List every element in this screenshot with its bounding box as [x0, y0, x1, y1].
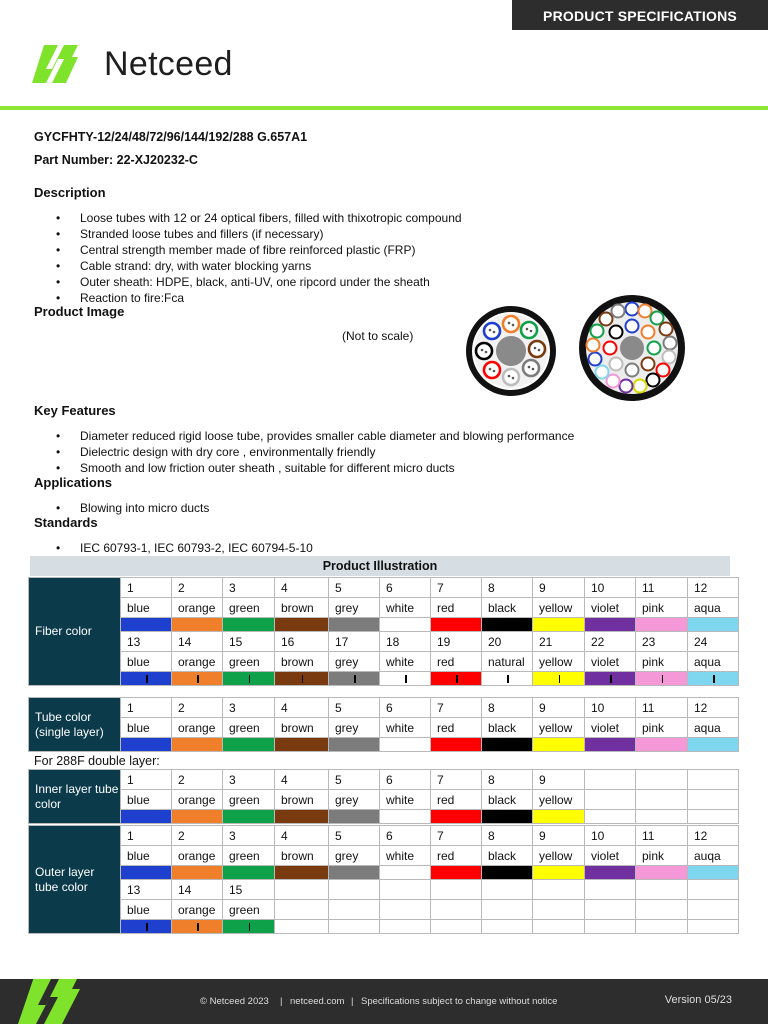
color-number [329, 880, 380, 900]
color-number: 2 [172, 826, 223, 846]
color-number: 12 [688, 826, 739, 846]
color-swatch [380, 618, 431, 632]
color-name: red [431, 598, 482, 618]
color-swatch [172, 810, 223, 824]
color-name: green [223, 718, 275, 738]
not-to-scale-note: (Not to scale) [342, 329, 414, 343]
color-name [636, 900, 688, 920]
color-swatch [223, 618, 275, 632]
color-name: red [431, 652, 482, 672]
color-name: violet [585, 718, 636, 738]
color-number: 12 [688, 578, 739, 598]
color-swatch [688, 738, 739, 752]
color-number: 7 [431, 826, 482, 846]
color-number: 3 [223, 578, 275, 598]
color-number [533, 880, 585, 900]
row-group-label: Inner layer tube color [29, 770, 121, 824]
netceed-logo [32, 44, 233, 84]
color-number: 19 [431, 632, 482, 652]
color-swatch [585, 672, 636, 686]
color-name: black [482, 718, 533, 738]
color-name: aqua [688, 598, 739, 618]
footer-separator: | [351, 996, 354, 1007]
color-name: grey [329, 598, 380, 618]
color-number: 18 [380, 632, 431, 652]
color-name: yellow [533, 652, 585, 672]
color-swatch [329, 672, 380, 686]
color-number: 10 [585, 826, 636, 846]
color-number [636, 770, 688, 790]
color-number: 12 [688, 698, 739, 718]
color-swatch [533, 672, 585, 686]
footer-disclaimer: Specifications subject to change without notice [361, 996, 558, 1007]
color-swatch [636, 618, 688, 632]
color-swatch [636, 672, 688, 686]
color-number: 6 [380, 826, 431, 846]
color-name [585, 900, 636, 920]
header-divider [0, 106, 768, 110]
color-number: 1 [121, 578, 172, 598]
color-swatch [329, 866, 380, 880]
color-swatch [275, 672, 329, 686]
color-name: grey [329, 718, 380, 738]
color-name: green [223, 652, 275, 672]
brand-name: Netceed [104, 44, 233, 83]
color-swatch [533, 738, 585, 752]
list-item: • Blowing into micro ducts [56, 500, 209, 516]
color-number: 8 [482, 826, 533, 846]
color-name: orange [172, 598, 223, 618]
list-item: • Stranded loose tubes and fillers (if necessary) [56, 226, 462, 242]
color-number: 4 [275, 698, 329, 718]
color-number [688, 770, 739, 790]
color-name [688, 790, 739, 810]
color-name: brown [275, 718, 329, 738]
color-name: blue [121, 790, 172, 810]
product-illustration-title: Product Illustration [30, 556, 730, 576]
color-swatch [482, 672, 533, 686]
color-swatch [688, 866, 739, 880]
color-swatch [329, 920, 380, 934]
color-number: 10 [585, 698, 636, 718]
color-name: orange [172, 652, 223, 672]
color-swatch [329, 618, 380, 632]
color-number: 13 [121, 632, 172, 652]
color-swatch [482, 618, 533, 632]
color-swatch [121, 738, 172, 752]
color-name: brown [275, 598, 329, 618]
color-swatch [533, 920, 585, 934]
key-features-heading: Key Features [34, 403, 116, 418]
color-number: 4 [275, 826, 329, 846]
color-number: 9 [533, 770, 585, 790]
color-name [585, 790, 636, 810]
color-swatch [121, 618, 172, 632]
fiber-color-table [28, 577, 739, 686]
color-number [482, 880, 533, 900]
color-number: 2 [172, 770, 223, 790]
color-name: white [380, 598, 431, 618]
color-name: brown [275, 790, 329, 810]
tube-color-table [28, 697, 739, 752]
color-name: orange [172, 790, 223, 810]
color-number: 1 [121, 826, 172, 846]
color-swatch [688, 618, 739, 632]
list-item: • Reaction to fire:Fca [56, 290, 462, 306]
single-layer-cable-cross-section [465, 305, 557, 397]
outer-layer-tube-table [28, 825, 739, 934]
color-swatch [688, 810, 739, 824]
color-swatch [223, 920, 275, 934]
color-name: green [223, 598, 275, 618]
color-number [585, 770, 636, 790]
color-swatch [121, 866, 172, 880]
color-name: auqa [688, 846, 739, 866]
row-group-label: Tube color (single layer) [29, 698, 121, 752]
color-name: white [380, 846, 431, 866]
color-swatch [172, 920, 223, 934]
color-number: 4 [275, 578, 329, 598]
color-number: 8 [482, 698, 533, 718]
color-name: orange [172, 900, 223, 920]
color-swatch [482, 920, 533, 934]
color-swatch [482, 866, 533, 880]
color-name: yellow [533, 598, 585, 618]
footer-copyright: © Netceed 2023 [200, 996, 269, 1007]
color-name: yellow [533, 718, 585, 738]
color-swatch [636, 866, 688, 880]
color-swatch [380, 866, 431, 880]
list-item: • IEC 60793-1, IEC 60793-2, IEC 60794-5-10 [56, 540, 313, 556]
color-number: 6 [380, 578, 431, 598]
color-swatch [380, 738, 431, 752]
color-number: 13 [121, 880, 172, 900]
color-swatch [533, 810, 585, 824]
color-number: 3 [223, 826, 275, 846]
color-swatch [380, 810, 431, 824]
color-name: white [380, 718, 431, 738]
color-swatch [688, 920, 739, 934]
key-features-list [56, 428, 574, 476]
double-layer-cable-cross-section [578, 294, 686, 402]
color-name: orange [172, 846, 223, 866]
color-number: 7 [431, 770, 482, 790]
double-layer-caption: For 288F double layer: [34, 754, 160, 768]
color-swatch [482, 738, 533, 752]
footer-separator: | [280, 996, 283, 1007]
color-number: 2 [172, 578, 223, 598]
color-number [688, 880, 739, 900]
color-name: black [482, 598, 533, 618]
color-swatch [275, 618, 329, 632]
color-name: pink [636, 598, 688, 618]
color-name: violet [585, 846, 636, 866]
footer-site-link[interactable]: netceed.com [290, 996, 345, 1007]
color-name: violet [585, 598, 636, 618]
color-number: 3 [223, 770, 275, 790]
color-number [380, 880, 431, 900]
part-number: Part Number: 22-XJ20232-C [34, 153, 198, 167]
color-name [275, 900, 329, 920]
color-name [482, 900, 533, 920]
color-swatch [275, 920, 329, 934]
color-swatch [431, 672, 482, 686]
color-swatch [121, 810, 172, 824]
color-swatch [431, 866, 482, 880]
footer-version: Version 05/23 [664, 994, 732, 1006]
color-name: pink [636, 718, 688, 738]
color-swatch [275, 866, 329, 880]
color-number: 23 [636, 632, 688, 652]
color-swatch [380, 672, 431, 686]
color-number [431, 880, 482, 900]
color-number: 9 [533, 698, 585, 718]
color-swatch [329, 810, 380, 824]
color-name: red [431, 846, 482, 866]
footer-logo-icon [18, 979, 98, 1024]
color-swatch [431, 810, 482, 824]
color-swatch [533, 618, 585, 632]
color-name: grey [329, 846, 380, 866]
color-name: brown [275, 652, 329, 672]
color-number: 11 [636, 698, 688, 718]
list-item: • Loose tubes with 12 or 24 optical fibers, filled with thixotropic compound [56, 210, 462, 226]
color-number: 8 [482, 770, 533, 790]
product-image-heading: Product Image [34, 304, 125, 319]
color-name: aqua [688, 652, 739, 672]
standards-list [56, 540, 313, 556]
color-number: 9 [533, 826, 585, 846]
color-name: black [482, 790, 533, 810]
color-number: 6 [380, 698, 431, 718]
color-swatch [329, 738, 380, 752]
color-number: 1 [121, 698, 172, 718]
color-name: pink [636, 846, 688, 866]
list-item: • Central strength member made of fibre reinforced plastic (FRP) [56, 242, 462, 258]
color-number: 6 [380, 770, 431, 790]
color-number: 4 [275, 770, 329, 790]
color-swatch [172, 672, 223, 686]
description-heading: Description [34, 185, 106, 200]
color-number: 5 [329, 770, 380, 790]
color-number: 15 [223, 880, 275, 900]
color-name: grey [329, 790, 380, 810]
color-name: blue [121, 846, 172, 866]
standards-heading: Standards [34, 515, 98, 530]
color-name: blue [121, 652, 172, 672]
color-number: 16 [275, 632, 329, 652]
color-name: blue [121, 900, 172, 920]
color-name: red [431, 718, 482, 738]
color-swatch [121, 920, 172, 934]
product-model: GYCFHTY-12/24/48/72/96/144/192/288 G.657A1 [34, 130, 308, 144]
color-name: natural [482, 652, 533, 672]
color-name: yellow [533, 846, 585, 866]
color-swatch [431, 738, 482, 752]
color-swatch [431, 618, 482, 632]
applications-list [56, 500, 209, 516]
product-specifications-tab: PRODUCT SPECIFICATIONS [512, 0, 768, 30]
color-name: blue [121, 598, 172, 618]
color-number: 14 [172, 880, 223, 900]
color-number: 11 [636, 826, 688, 846]
list-item: • Diameter reduced rigid loose tube, provides smaller cable diameter and blowing performance [56, 428, 574, 444]
color-swatch [223, 738, 275, 752]
color-name: white [380, 790, 431, 810]
color-swatch [533, 866, 585, 880]
color-number [585, 880, 636, 900]
color-number: 20 [482, 632, 533, 652]
color-number: 21 [533, 632, 585, 652]
color-name: white [380, 652, 431, 672]
color-name: orange [172, 718, 223, 738]
color-swatch [636, 810, 688, 824]
color-swatch [636, 920, 688, 934]
color-name [688, 900, 739, 920]
list-item: • Dielectric design with dry core , environmentally friendly [56, 444, 574, 460]
applications-heading: Applications [34, 475, 113, 490]
color-name [380, 900, 431, 920]
color-swatch [585, 866, 636, 880]
color-number: 5 [329, 698, 380, 718]
color-swatch [585, 920, 636, 934]
color-number [275, 880, 329, 900]
list-item: • Outer sheath: HDPE, black, anti-UV, one ripcord under the sheath [56, 274, 462, 290]
color-number: 7 [431, 698, 482, 718]
color-number: 17 [329, 632, 380, 652]
color-name: blue [121, 718, 172, 738]
color-name: black [482, 846, 533, 866]
color-swatch [688, 672, 739, 686]
color-name [533, 900, 585, 920]
color-number: 8 [482, 578, 533, 598]
list-item: • Smooth and low friction outer sheath , suitable for different micro ducts [56, 460, 574, 476]
color-number: 15 [223, 632, 275, 652]
color-number: 3 [223, 698, 275, 718]
color-swatch [482, 810, 533, 824]
color-number: 1 [121, 770, 172, 790]
color-swatch [636, 738, 688, 752]
color-number [636, 880, 688, 900]
color-number: 5 [329, 578, 380, 598]
color-swatch [585, 810, 636, 824]
color-number: 11 [636, 578, 688, 598]
color-swatch [585, 738, 636, 752]
color-name: green [223, 900, 275, 920]
color-number: 10 [585, 578, 636, 598]
color-name: aqua [688, 718, 739, 738]
color-swatch [431, 920, 482, 934]
color-name [329, 900, 380, 920]
color-name: red [431, 790, 482, 810]
color-swatch [585, 618, 636, 632]
color-swatch [223, 672, 275, 686]
color-swatch [380, 920, 431, 934]
color-swatch [172, 866, 223, 880]
color-name [636, 790, 688, 810]
color-name: yellow [533, 790, 585, 810]
netceed-logo-icon [32, 45, 94, 83]
color-name: grey [329, 652, 380, 672]
inner-layer-tube-table [28, 769, 739, 824]
description-list [56, 210, 462, 306]
color-swatch [121, 672, 172, 686]
color-swatch [223, 810, 275, 824]
color-swatch [223, 866, 275, 880]
color-number: 9 [533, 578, 585, 598]
color-number: 22 [585, 632, 636, 652]
color-name: pink [636, 652, 688, 672]
color-number: 24 [688, 632, 739, 652]
color-number: 5 [329, 826, 380, 846]
color-name: green [223, 790, 275, 810]
row-group-label: Outer layer tube color [29, 826, 121, 934]
color-number: 2 [172, 698, 223, 718]
color-name: brown [275, 846, 329, 866]
color-number: 7 [431, 578, 482, 598]
color-swatch [172, 738, 223, 752]
list-item: • Cable strand: dry, with water blocking yarns [56, 258, 462, 274]
color-number: 14 [172, 632, 223, 652]
color-name [431, 900, 482, 920]
color-swatch [275, 810, 329, 824]
color-swatch [172, 618, 223, 632]
color-name: green [223, 846, 275, 866]
color-swatch [275, 738, 329, 752]
row-group-label: Fiber color [29, 578, 121, 686]
color-name: violet [585, 652, 636, 672]
